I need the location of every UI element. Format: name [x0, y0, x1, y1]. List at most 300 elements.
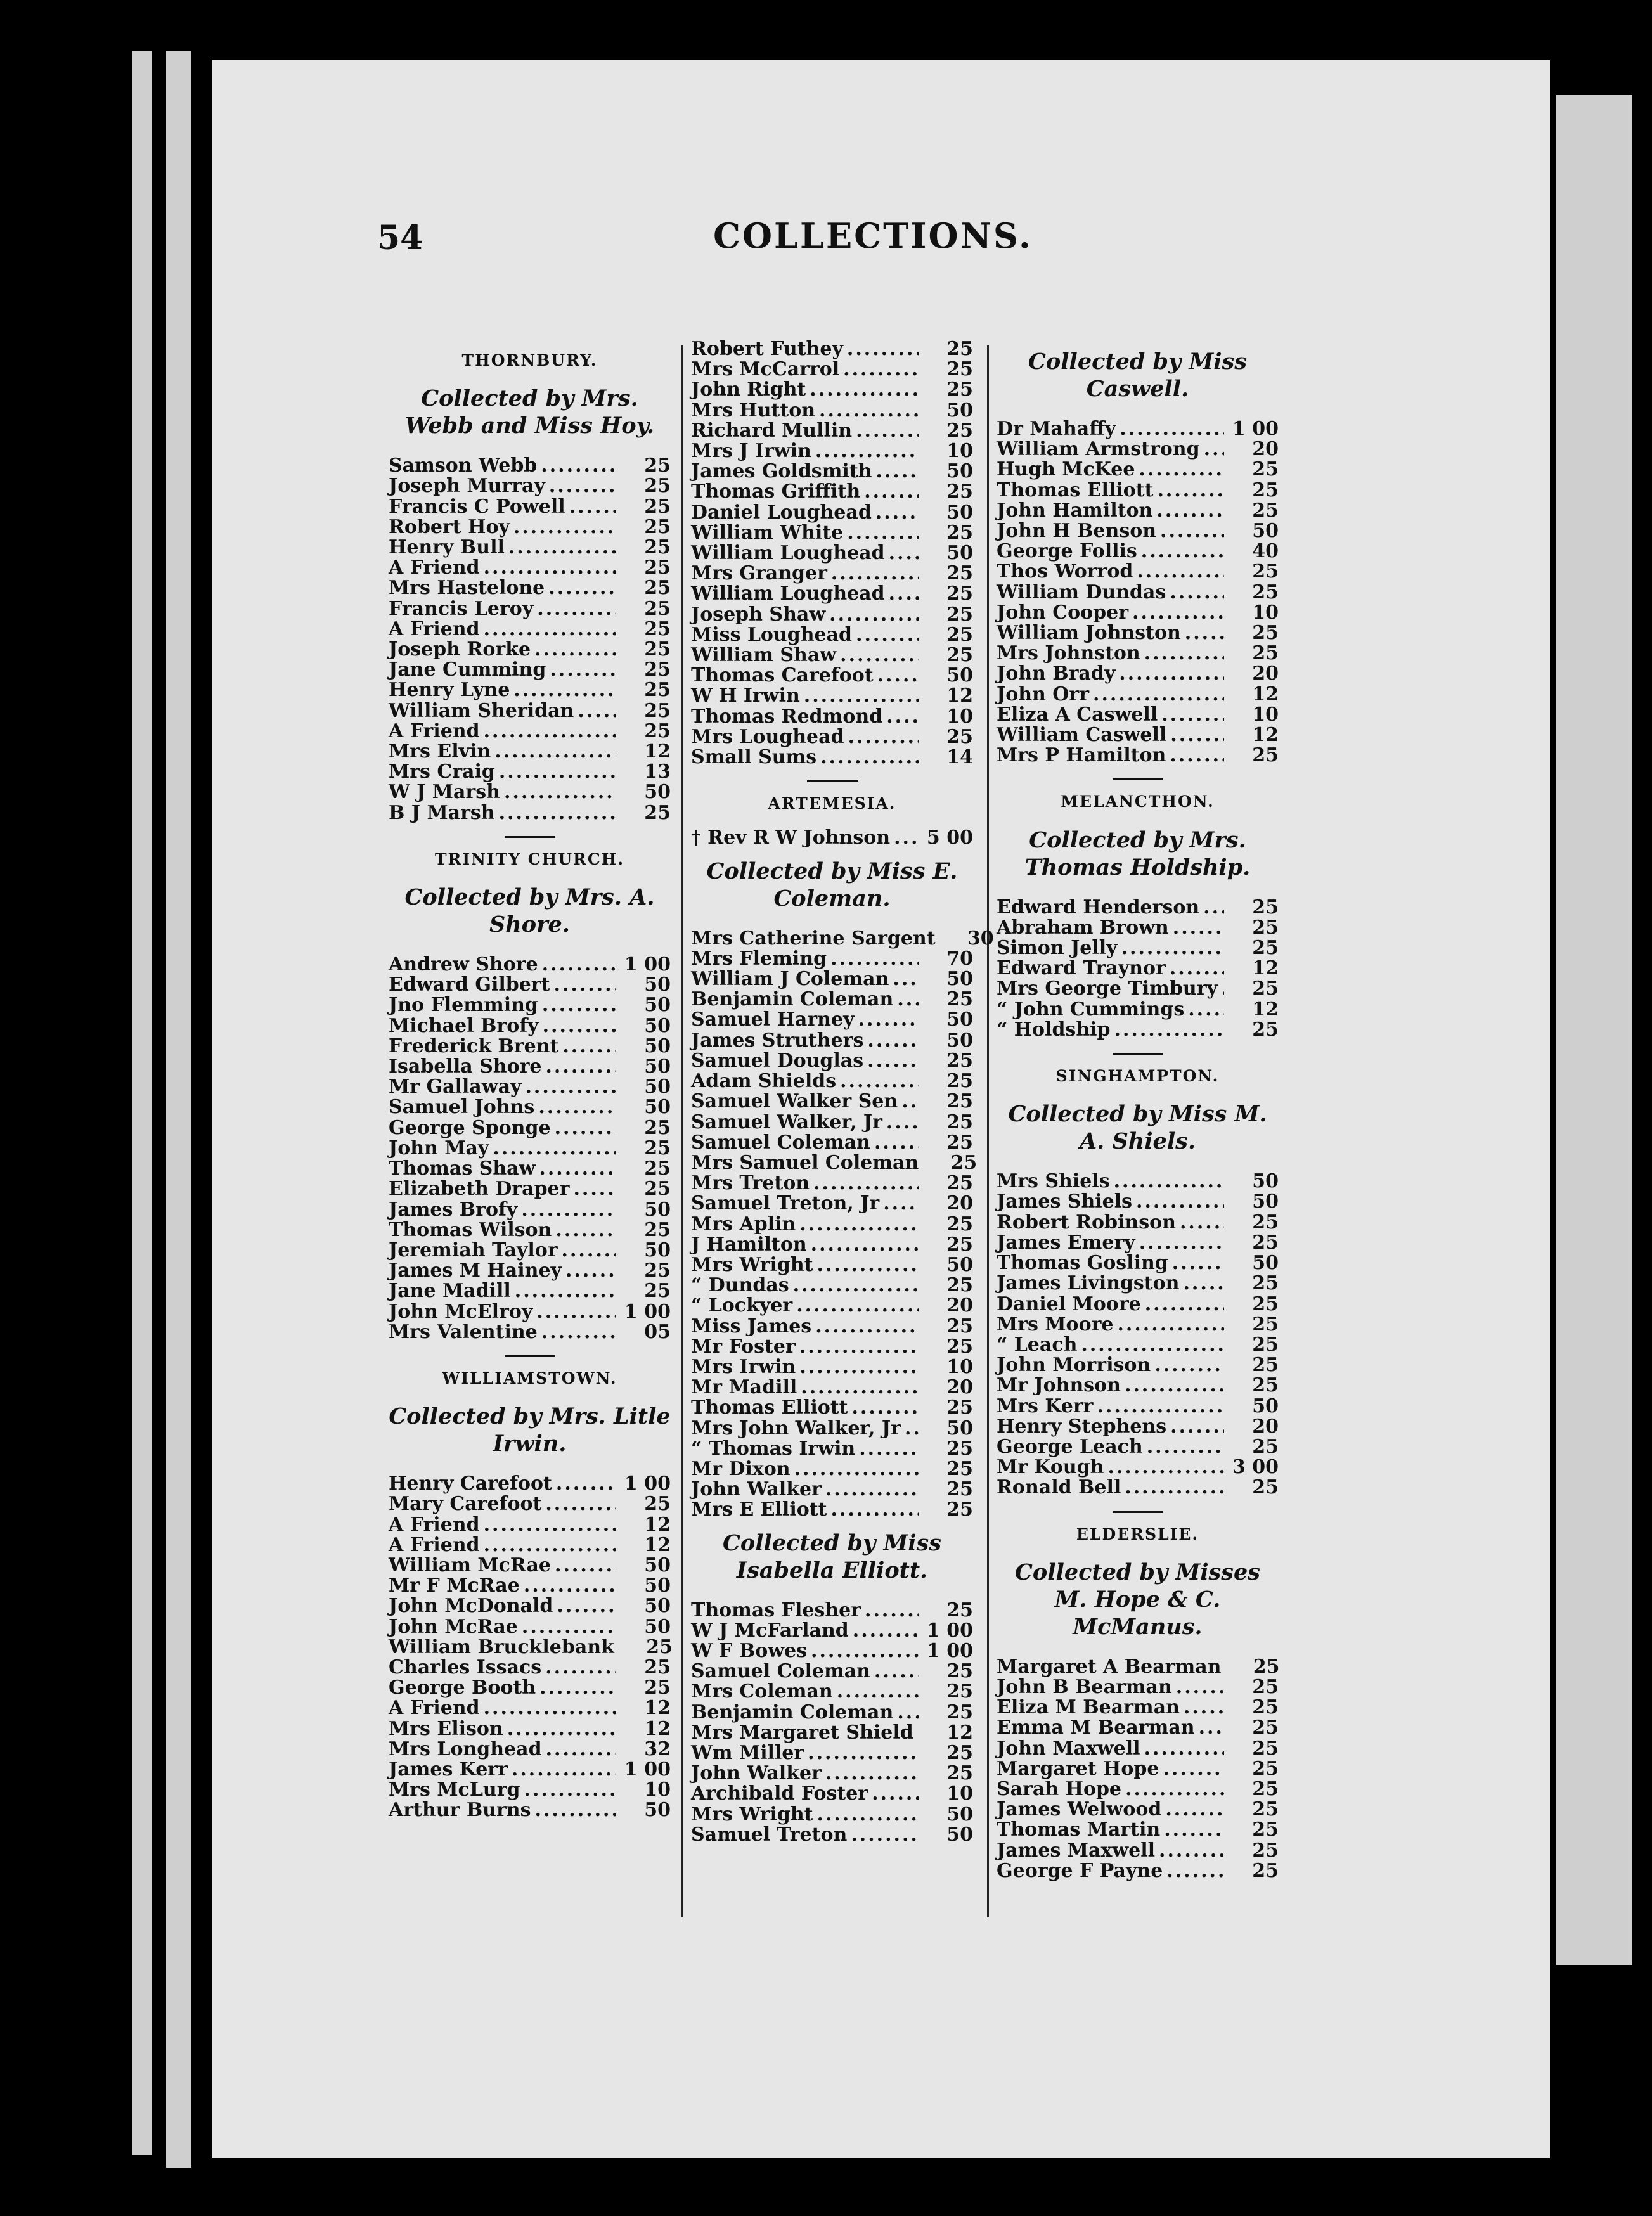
donation-amount: 25: [1252, 937, 1279, 960]
list-item: [389, 955, 671, 975]
leader-dots: [1170, 583, 1224, 603]
donation-amount: 20: [1252, 1415, 1279, 1438]
leader-dots: [1136, 1192, 1224, 1212]
donation-amount: 25: [1252, 1333, 1279, 1356]
donor-name: “ John Cummings: [997, 998, 1185, 1021]
leader-dots: [1165, 1800, 1224, 1820]
leader-dots: [542, 955, 616, 975]
leader-dots: [810, 380, 919, 400]
donation-amount: 25: [946, 1233, 973, 1256]
donation-amount: 12: [1252, 998, 1279, 1021]
donor-name: Samuel Walker Sen: [691, 1090, 898, 1113]
donor-name: Margaret A Bearman: [997, 1655, 1222, 1678]
donor-name: Mr Gallaway: [389, 1076, 522, 1098]
donation-amount: 12: [644, 1717, 671, 1740]
donation-amount: 25: [1252, 1476, 1279, 1499]
donor-name: Mrs Elvin: [389, 740, 491, 763]
list-item: [691, 747, 973, 768]
leader-dots: [815, 1317, 919, 1337]
list-item: [691, 1092, 973, 1112]
leader-dots: [1139, 460, 1224, 480]
donor-name: Arthur Burns: [389, 1799, 531, 1822]
leader-dots: [830, 949, 919, 969]
donor-name: Thomas Gosling: [997, 1252, 1168, 1275]
list-item: [997, 745, 1279, 766]
donation-amount: 25: [1252, 458, 1279, 481]
donation-amount: 50: [644, 1595, 671, 1618]
list-item: [691, 1214, 973, 1235]
leader-dots: [859, 1439, 919, 1459]
donation-amount: 25: [946, 1396, 973, 1419]
list-item: [997, 1171, 1279, 1192]
donation-amount: 10: [946, 1355, 973, 1378]
section-heading: MELANCTHON.: [1061, 792, 1215, 811]
list-item: [997, 419, 1279, 439]
leader-dots: [484, 721, 616, 742]
donor-name: “ Thomas Irwin: [691, 1437, 856, 1460]
donor-name: George F Payne: [997, 1859, 1163, 1882]
leader-dots: [1125, 1779, 1224, 1800]
donor-name: William Shaw: [691, 644, 837, 667]
list-item: [997, 685, 1279, 705]
donation-amount: 25: [644, 597, 671, 620]
list-item: [691, 543, 973, 564]
list-item: [389, 1179, 671, 1199]
donation-amount: 50: [644, 1575, 671, 1597]
donor-name: Thomas Shaw: [389, 1157, 536, 1180]
list-item: [691, 1235, 973, 1255]
donation-amount: 25: [1252, 479, 1279, 501]
donation-amount: 25: [1252, 581, 1279, 603]
donation-amount: 25: [644, 475, 671, 498]
leader-dots: [872, 1784, 919, 1804]
list-item: [691, 1296, 973, 1316]
list-item: [389, 721, 671, 742]
leader-dots: [484, 558, 616, 578]
donation-amount: 20: [1252, 438, 1279, 461]
list-item: [389, 680, 671, 700]
list-item: [691, 1051, 973, 1071]
leader-dots: [858, 1010, 919, 1030]
list-item: [389, 1800, 671, 1820]
list-item: [691, 707, 973, 727]
leader-dots: [889, 543, 919, 564]
leader-dots: [1147, 1437, 1224, 1457]
donation-amount: 12: [1252, 683, 1279, 705]
list-item: [691, 564, 973, 584]
donor-name: Mrs McCarrol: [691, 358, 840, 381]
donor-name: Mrs Kerr: [997, 1395, 1094, 1417]
donor-name: George Sponge: [389, 1116, 551, 1139]
donation-amount: 25: [1252, 1819, 1279, 1841]
leader-dots: [548, 578, 616, 598]
list-item: [997, 1800, 1279, 1820]
list-item: [691, 686, 973, 706]
donation-amount: 50: [946, 664, 973, 687]
leader-dots: [545, 1658, 616, 1678]
list-item: [997, 501, 1279, 521]
donor-name: Samuel Coleman: [691, 1131, 870, 1154]
leader-dots: [494, 742, 616, 762]
donor-name: James Struthers: [691, 1029, 864, 1052]
leader-dots: [825, 1479, 919, 1500]
list-item: [691, 1419, 973, 1439]
donation-amount: 50: [1252, 1190, 1279, 1213]
list-item: [389, 1576, 671, 1596]
donor-name: A Friend: [389, 617, 480, 640]
list-item: [691, 1805, 973, 1825]
leader-dots: [901, 1092, 919, 1112]
donation-amount: 25: [946, 378, 973, 401]
section-separator: [1113, 1511, 1163, 1513]
leader-dots: [1114, 1171, 1224, 1192]
section-separator: [505, 836, 555, 838]
list-item: [389, 1556, 671, 1576]
leader-dots: [545, 1057, 616, 1077]
donation-amount: 25: [946, 1660, 973, 1683]
leader-dots: [537, 599, 616, 619]
list-item: [691, 1071, 973, 1092]
donation-amount: 40: [1252, 540, 1279, 563]
donation-amount: 25: [1252, 896, 1279, 918]
donor-name: Jane Cumming: [389, 659, 546, 681]
leader-dots: [484, 1515, 616, 1535]
donation-amount: 20: [946, 1294, 973, 1317]
list-item: [997, 541, 1279, 562]
donation-amount: 25: [644, 659, 671, 681]
donation-amount: 50: [946, 399, 973, 422]
donation-amount: 25: [946, 562, 973, 585]
donor-name: Mrs Aplin: [691, 1213, 796, 1235]
leader-dots: [867, 1031, 919, 1051]
list-item: [691, 1479, 973, 1500]
leader-dots: [562, 1240, 616, 1261]
donor-name: James Shiels: [997, 1190, 1133, 1213]
donor-name: Mrs Johnston: [997, 642, 1140, 665]
list-item: [997, 1294, 1279, 1315]
list-item: [997, 480, 1279, 501]
donor-name: Thomas Carefoot: [691, 664, 874, 687]
donor-name: Benjamin Coleman: [691, 1701, 894, 1723]
donor-name: Samuel Johns: [389, 1096, 535, 1119]
leader-dots: [1144, 643, 1224, 664]
collector-line: Collected by Misses M. Hope & C. McManus.: [1015, 1559, 1260, 1640]
leader-dots: [557, 1596, 616, 1616]
list-item: [691, 1031, 973, 1051]
donor-name: Samuel Walker, Jr: [691, 1111, 882, 1133]
donor-name: “ Dundas: [691, 1274, 789, 1297]
donation-amount: 50: [644, 1198, 671, 1221]
leader-dots: [1166, 1861, 1224, 1881]
donor-name: J Hamilton: [691, 1233, 807, 1256]
list-item: [997, 1437, 1279, 1457]
leader-dots: [1173, 918, 1224, 938]
donor-name: Thomas Elliott: [691, 1396, 848, 1419]
donor-name: Mrs Loughead: [691, 725, 844, 748]
donation-amount: 12: [946, 1721, 973, 1744]
leader-dots: [1157, 480, 1224, 501]
donor-name: Daniel Loughead: [691, 501, 872, 524]
section-separator: [1113, 778, 1163, 780]
list-item: [997, 1739, 1279, 1759]
donor-name: George Booth: [389, 1677, 536, 1699]
donation-amount: 50: [644, 1554, 671, 1576]
donation-amount: 50: [644, 1239, 671, 1261]
section-separator: [505, 1355, 555, 1357]
donation-amount: 12: [946, 685, 973, 707]
leader-dots: [1170, 745, 1224, 766]
list-item: [691, 1763, 973, 1784]
page-title: COLLECTIONS.: [713, 216, 1033, 256]
leader-dots: [851, 1825, 919, 1845]
donor-name: Simon Jelly: [997, 937, 1118, 960]
donor-name: Charles Issacs: [389, 1656, 542, 1678]
donation-amount: 25: [946, 1335, 973, 1358]
donation-amount: 25: [1252, 1272, 1279, 1295]
list-item: [389, 975, 671, 995]
donor-name: Mrs Catherine Sargent: [691, 927, 936, 950]
donation-amount: 25: [946, 644, 973, 667]
donation-amount: 25: [946, 1274, 973, 1297]
donor-name: Archibald Foster: [691, 1782, 868, 1805]
list-item: [997, 918, 1279, 938]
donor-name: Mr Kough: [997, 1456, 1104, 1479]
donor-name: Mrs Shiels: [997, 1170, 1110, 1193]
donor-name: Michael Brofy: [389, 1014, 539, 1037]
list-item: [691, 666, 973, 686]
donor-name: James Welwood: [997, 1798, 1162, 1821]
donation-amount: 25: [644, 1157, 671, 1180]
leader-dots: [1160, 521, 1224, 541]
donation-amount: 32: [644, 1737, 671, 1760]
donation-amount: 50: [946, 460, 973, 483]
donor-name: Henry Stephens: [997, 1415, 1167, 1438]
donor-name: Mrs Craig: [389, 761, 495, 783]
donor-name: Mrs Margaret Shield: [691, 1721, 913, 1744]
leader-dots: [1125, 1375, 1224, 1396]
donor-name: Mr F McRae: [389, 1575, 520, 1597]
donation-amount: 30: [967, 927, 994, 950]
donation-amount: 25: [1252, 622, 1279, 645]
list-item: [691, 421, 973, 441]
donation-amount: 10: [1252, 703, 1279, 726]
list-item: [997, 1697, 1279, 1718]
donation-amount: 50: [946, 542, 973, 565]
list-item: [691, 401, 973, 421]
leader-dots: [539, 1159, 616, 1179]
donor-name: Henry Carefoot: [389, 1472, 552, 1495]
list-item: [389, 1474, 671, 1494]
leader-dots: [1204, 439, 1224, 460]
leader-dots: [535, 1800, 617, 1820]
donor-name: Mrs Hutton: [691, 399, 816, 422]
leader-dots: [820, 747, 919, 768]
donor-name: A Friend: [389, 557, 480, 579]
list-item: [389, 1302, 671, 1322]
donation-amount: 25: [644, 1116, 671, 1139]
donor-name: Joseph Rorke: [389, 638, 531, 661]
list-item: [389, 1678, 671, 1698]
donation-amount: 50: [946, 1253, 973, 1276]
donation-amount: 25: [946, 1701, 973, 1723]
donation-amount: 50: [946, 1417, 973, 1440]
list-item: [389, 1535, 671, 1556]
donor-name: John Orr: [997, 683, 1090, 705]
donor-name: John Walker: [691, 1762, 822, 1785]
list-item: [997, 1253, 1279, 1273]
donor-name: James Emery: [997, 1231, 1135, 1254]
leader-dots: [875, 503, 919, 523]
donation-amount: 25: [644, 577, 671, 600]
donor-name: Samuel Treton, Jr: [691, 1192, 880, 1215]
leader-dots: [829, 605, 919, 625]
donation-amount: 25: [1252, 1675, 1279, 1698]
list-item: [389, 538, 671, 558]
donor-name: “ Holdship: [997, 1018, 1111, 1041]
donation-amount: 1 00: [926, 1619, 973, 1642]
donation-amount: 25: [1252, 1313, 1279, 1336]
section-heading: WILLIAMSTOWN.: [442, 1369, 617, 1388]
donation-amount: 50: [946, 501, 973, 524]
donation-amount: 50: [644, 974, 671, 996]
document-page: [212, 60, 1550, 2158]
donor-name: George Leach: [997, 1435, 1143, 1458]
list-item: [389, 578, 671, 598]
leader-dots: [515, 1281, 616, 1301]
donation-amount: 25: [644, 638, 671, 661]
leader-dots: [524, 1780, 616, 1800]
collector-line: Collected by Mrs. A. Shore.: [404, 884, 655, 938]
leader-dots: [565, 1261, 616, 1281]
list-item: [997, 898, 1279, 918]
leader-dots: [843, 359, 919, 380]
donor-name: Thomas Griffith: [691, 480, 861, 503]
donor-name: Mrs P Hamilton: [997, 744, 1166, 767]
leader-dots: [831, 564, 919, 584]
donation-amount: 25: [946, 603, 973, 626]
list-item: [997, 603, 1279, 623]
donor-name: Dr Mahaffy: [997, 418, 1116, 440]
donor-name: W J Marsh: [389, 781, 500, 804]
list-item: [691, 1723, 973, 1743]
donor-name: Mrs Fleming: [691, 947, 827, 970]
leader-dots: [542, 995, 616, 1015]
list-item: [997, 1820, 1279, 1840]
donation-amount: 25: [1253, 1655, 1280, 1678]
list-item: [389, 1240, 671, 1261]
list-item: [691, 1661, 973, 1682]
donor-name: John Brady: [997, 662, 1116, 685]
section-heading: THORNBURY.: [461, 351, 598, 370]
leader-dots: [1170, 725, 1224, 745]
leader-dots: [897, 989, 919, 1010]
leader-dots: [507, 1719, 616, 1739]
donation-amount: 25: [1252, 1717, 1279, 1739]
donor-name: William Loughead: [691, 583, 885, 605]
donation-amount: 25: [946, 1049, 973, 1072]
donation-amount: 25: [644, 557, 671, 579]
leader-dots: [856, 625, 919, 645]
leader-dots: [811, 1235, 919, 1255]
donation-amount: 25: [946, 1070, 973, 1093]
leader-dots: [840, 1071, 919, 1092]
leader-dots: [867, 1051, 919, 1071]
list-item: [389, 1097, 671, 1118]
book-edge-left-inner: [166, 51, 191, 2168]
list-item: [389, 701, 671, 721]
donation-amount: 05: [644, 1320, 671, 1343]
donor-name: James Brofy: [389, 1198, 518, 1221]
list-item: [389, 1036, 671, 1057]
leader-dots: [847, 523, 919, 543]
donation-amount: 50: [644, 1055, 671, 1078]
donor-name: Henry Bull: [389, 536, 505, 559]
leader-dots: [853, 1621, 919, 1641]
list-item: [691, 1601, 973, 1621]
donation-amount: 25: [946, 1478, 973, 1501]
list-item: [389, 1658, 671, 1678]
donor-name: Andrew Shore: [389, 953, 538, 976]
list-item: [997, 1233, 1279, 1253]
list-item: [389, 995, 671, 1015]
donor-name: Mrs Longhead: [389, 1737, 542, 1760]
donation-amount: 25: [644, 1218, 671, 1241]
donation-amount: 50: [946, 1803, 973, 1826]
donor-name: Robert Hoy: [389, 515, 510, 538]
book-edge-right: [1556, 95, 1632, 1965]
donor-name: William Johnston: [997, 622, 1181, 645]
list-item: [997, 1718, 1279, 1738]
list-item: [997, 1417, 1279, 1437]
list-item: [997, 705, 1279, 725]
list-item: [389, 1077, 671, 1097]
column-rule: [987, 345, 989, 1917]
donation-amount: 50: [946, 1823, 973, 1846]
leader-dots: [1114, 1020, 1224, 1040]
donor-name: Mrs Hastelone: [389, 577, 545, 600]
leader-dots: [830, 1500, 919, 1520]
leader-dots: [808, 1743, 919, 1763]
leader-dots: [513, 680, 616, 700]
leader-dots: [1203, 898, 1224, 918]
donation-amount: 25: [946, 1172, 973, 1195]
donor-name: Miss Loughead: [691, 623, 853, 646]
donation-amount: 25: [946, 480, 973, 503]
book-edge-left-outer: [132, 51, 152, 2155]
leader-dots: [877, 666, 919, 686]
leader-dots: [1170, 958, 1224, 979]
list-item: [389, 640, 671, 660]
donor-name: “ Lockyer: [691, 1294, 793, 1317]
leader-dots: [522, 1617, 616, 1637]
list-item: [389, 1057, 671, 1077]
donor-name: Thomas Redmond: [691, 705, 883, 728]
list-item: [997, 1020, 1279, 1040]
leader-dots: [484, 1535, 616, 1556]
leader-dots: [856, 421, 919, 441]
donation-amount: 1 00: [624, 1472, 671, 1495]
leader-dots: [886, 1112, 919, 1133]
page-number: 54: [377, 219, 423, 257]
donation-amount: 25: [1252, 1696, 1279, 1719]
leader-dots: [569, 497, 616, 517]
donor-name: Jeremiah Taylor: [389, 1239, 558, 1261]
leader-dots: [813, 1173, 919, 1194]
leader-dots: [538, 1097, 616, 1118]
donation-amount: 25: [1252, 1839, 1279, 1862]
list-item: [389, 619, 671, 640]
donation-amount: 25: [1252, 499, 1279, 522]
